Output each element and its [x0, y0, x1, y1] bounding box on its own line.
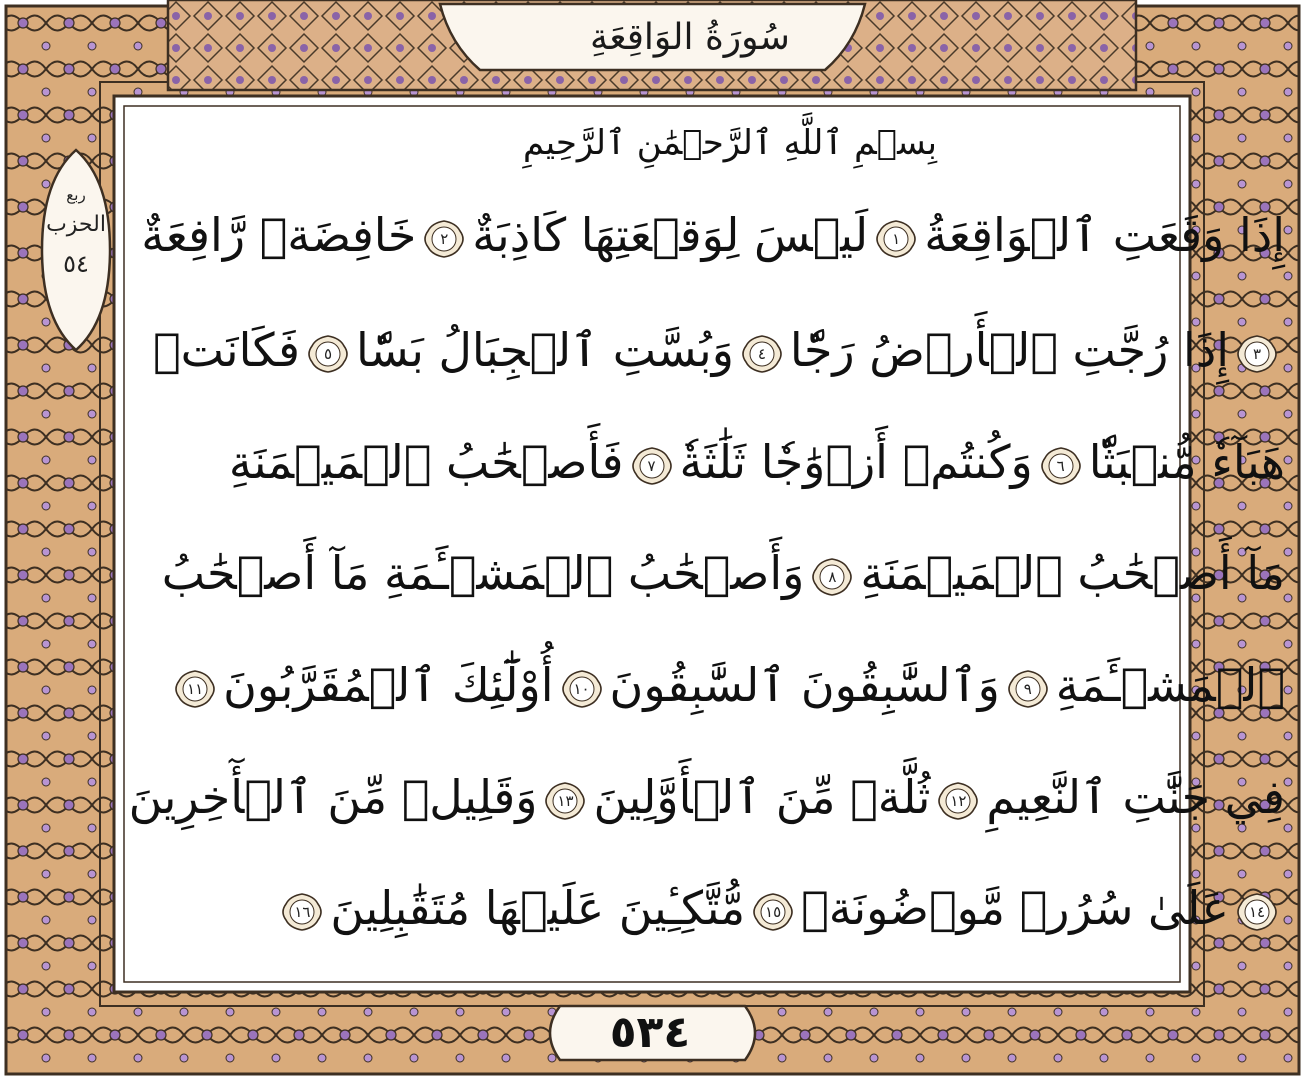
ayah-end-medallion-icon	[740, 334, 784, 374]
verse-text: ٱلۡمَشۡـَٔمَةِ	[1055, 658, 1285, 712]
verse-line	[175, 878, 1285, 938]
hizb-label: الحزب	[46, 212, 106, 237]
ayah-number: ١	[892, 229, 901, 248]
ayah-number: ٦	[1056, 456, 1065, 475]
ayah-end-medallion-icon	[1039, 446, 1083, 486]
verse-text: مُّتَّكِـِٔينَ عَلَيۡهَا مُتَقَٰبِلِينَ	[330, 881, 746, 935]
verse-line	[175, 432, 1285, 492]
verse-text: إِذَا وَقَعَتِ ٱلۡوَاقِعَةُ	[924, 208, 1285, 262]
ayah-number: ٧	[647, 456, 656, 475]
ayah-number: ١٠	[573, 679, 590, 698]
ayah-end-medallion-icon	[422, 219, 466, 259]
ayah-end-medallion-icon	[1006, 669, 1050, 709]
ayah-number: ١٢	[950, 791, 967, 810]
verse-text: فَأَصۡحَٰبُ ٱلۡمَيۡمَنَةِ	[228, 435, 624, 489]
ayah-end-medallion-icon	[173, 669, 217, 709]
ayah-end-medallion-icon	[874, 219, 918, 259]
ayah-end-medallion-icon	[1235, 334, 1279, 374]
verse-text: وَٱلسَّٰبِقُونَ ٱلسَّٰبِقُونَ	[609, 658, 1000, 712]
ayah-end-medallion-icon	[751, 892, 795, 932]
ayah-number: ١٤	[1248, 902, 1266, 921]
ayah-number: ١٥	[765, 902, 782, 921]
verse-text: إِذَا رُجَّتِ ٱلۡأَرۡضُ رَجّٗا	[789, 323, 1229, 377]
ayah-number: ٣	[1252, 344, 1262, 363]
hizb-quarter-label: ربع	[66, 186, 86, 204]
ayah-number: ٩	[1023, 679, 1032, 698]
ayah-end-medallion-icon	[280, 892, 324, 932]
ayah-end-medallion-icon	[306, 334, 350, 374]
verse-line	[141, 205, 1285, 265]
ayah-end-medallion-icon	[630, 446, 674, 486]
verse-text: فَكَانَتۡ	[153, 323, 301, 377]
ayah-number: ٤	[757, 344, 766, 363]
surah-title: سُورَةُ الوَاقِعَةِ	[590, 17, 790, 58]
verse-text: وَكُنتُمۡ أَزۡوَٰجٗا ثَلَٰثَةٗ	[679, 435, 1033, 489]
ayah-end-medallion-icon	[560, 669, 604, 709]
ayah-number: ١١	[187, 679, 204, 698]
ayah-number: ٢	[440, 229, 449, 248]
verse-text: وَبُسَّتِ ٱلۡجِبَالُ بَسّٗا	[356, 323, 734, 377]
basmala: بِسۡمِ ٱللَّهِ ٱلرَّحۡمَٰنِ ٱلرَّحِيمِ	[523, 123, 937, 163]
verse-line	[153, 320, 1285, 380]
verse-text: أُوْلَٰٓئِكَ ٱلۡمُقَرَّبُونَ	[223, 658, 554, 712]
ayah-end-medallion-icon	[810, 557, 854, 597]
ayah-end-medallion-icon	[936, 781, 980, 821]
ayah-number: ١٣	[557, 791, 574, 810]
verse-line	[128, 767, 1285, 827]
verse-text: عَلَىٰ سُرُرٖ مَّوۡضُونَةٖ	[801, 881, 1229, 935]
ayah-end-medallion-icon	[543, 781, 587, 821]
page-number: ٥٣٤	[609, 1007, 691, 1058]
verse-text: مَآ أَصۡحَٰبُ ٱلۡمَيۡمَنَةِ	[860, 546, 1285, 600]
ayah-number: ٥	[323, 344, 333, 363]
ayah-number: ١٦	[294, 902, 311, 921]
verse-text: ثُلَّةٞ مِّنَ ٱلۡأَوَّلِينَ	[593, 770, 931, 824]
hizb-number: ٥٤	[63, 250, 89, 278]
ayah-end-medallion-icon	[1235, 892, 1279, 932]
verse-text: وَقَلِيلٞ مِّنَ ٱلۡأٓخِرِينَ	[128, 770, 538, 824]
verse-text: لَيۡسَ لِوَقۡعَتِهَا كَاذِبَةٌ	[472, 208, 869, 262]
verse-line	[175, 655, 1285, 715]
verse-text: فِي جَنَّٰتِ ٱلنَّعِيمِ	[986, 770, 1285, 824]
verse-text: خَافِضَةٞ رَّافِعَةٌ	[141, 208, 417, 262]
verse-text: وَأَصۡحَٰبُ ٱلۡمَشۡـَٔمَةِ مَآ أَصۡحَٰبُ	[161, 546, 805, 600]
verse-text: هَبَآءٗ مُّنۢبَثّٗا	[1088, 435, 1285, 489]
verse-line	[161, 543, 1285, 603]
ayah-number: ٨	[828, 567, 837, 586]
